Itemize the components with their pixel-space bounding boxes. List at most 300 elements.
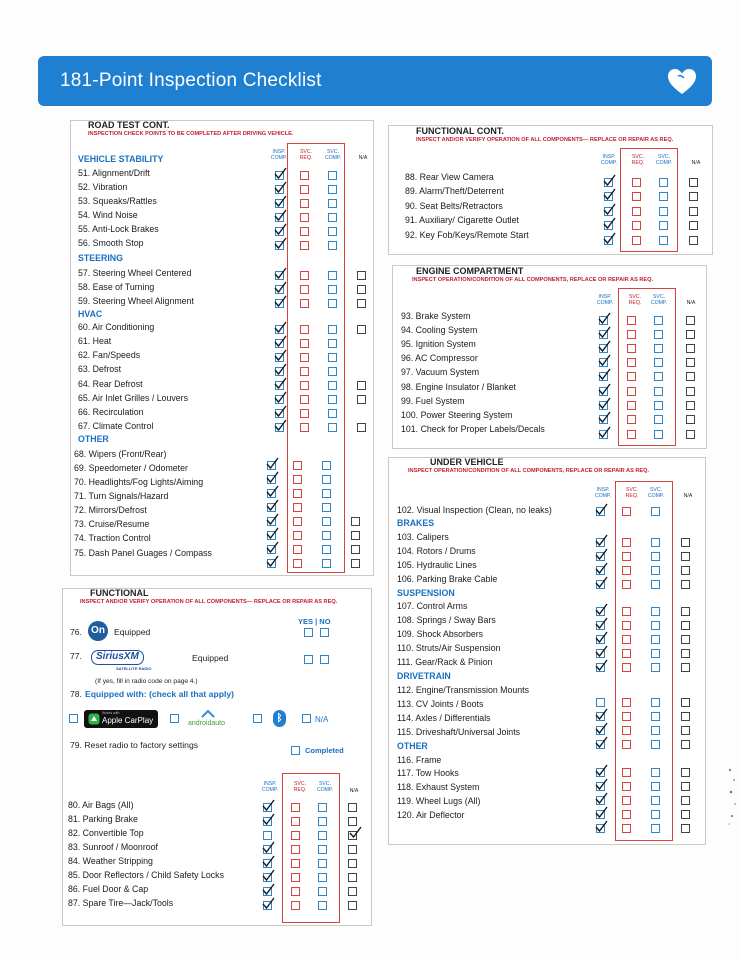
item-label: 101. Check for Proper Labels/Decals [401,424,545,434]
svc-req-checkbox[interactable] [627,344,636,353]
svc-comp-checkbox[interactable] [328,285,337,294]
checkmark-icon [274,295,287,308]
svc-comp-checkbox[interactable] [654,430,663,439]
svc-req-checkbox[interactable] [627,358,636,367]
svc-req-checkbox[interactable] [622,538,631,547]
checkmark-icon [598,354,611,367]
checkmark-icon [274,363,287,376]
col-insp: INSP. COMP. [261,781,279,793]
svc-comp-checkbox[interactable] [651,796,660,805]
col-svc-comp: SVC. COMP. [655,154,673,166]
svc-comp-checkbox[interactable] [651,824,660,833]
item-label: 112. Engine/Transmission Mounts [397,685,530,695]
checkmark-icon [598,383,611,396]
svc-req-checkbox[interactable] [627,372,636,381]
svc-comp-checkbox[interactable] [322,531,331,540]
checkmark-icon [595,820,608,833]
checkmark-icon [598,397,611,410]
svc-req-checkbox[interactable] [291,831,300,840]
na-checkbox[interactable] [681,635,690,644]
na-checkbox[interactable] [357,325,366,334]
svc-comp-checkbox[interactable] [654,344,663,353]
svc-comp-checkbox[interactable] [651,552,660,561]
svc-comp-checkbox[interactable] [328,241,337,250]
category-label: SUSPENSION [397,588,455,598]
svc-req-checkbox[interactable] [300,241,309,250]
svc-req-checkbox[interactable] [300,227,309,236]
svc-comp-checkbox[interactable] [328,339,337,348]
item-label: 82. Convertible Top [68,828,144,838]
sirius-yes-checkbox[interactable] [304,655,313,664]
na-checkbox[interactable] [686,387,695,396]
svc-comp-checkbox[interactable] [322,517,331,526]
svc-comp-checkbox[interactable] [659,178,668,187]
na-checkbox[interactable] [681,740,690,749]
onstar-no-checkbox[interactable] [320,628,329,637]
svc-req-checkbox[interactable] [622,635,631,644]
category-label: VEHICLE STABILITY [78,154,164,164]
svc-comp-checkbox[interactable] [328,423,337,432]
svc-req-checkbox[interactable] [291,817,300,826]
svc-comp-checkbox[interactable] [328,271,337,280]
na-checkbox[interactable] [689,221,698,230]
category-label: BRAKES [397,518,435,528]
svc-req-checkbox[interactable] [300,325,309,334]
svc-comp-checkbox[interactable] [654,358,663,367]
svc-req-checkbox[interactable] [300,353,309,362]
item-label: 80. Air Bags (All) [68,800,134,810]
col-svc-comp: SVC. COMP. [647,487,665,499]
svc-req-checkbox[interactable] [300,367,309,376]
svc-req-checkbox[interactable] [622,649,631,658]
under-vehicle-subtitle: INSPECT OPERATION/CONDITION OF ALL COMPONENTS, REPLACE OR REPAIR AS REQ. [408,468,650,474]
svc-comp-checkbox[interactable] [651,649,660,658]
item-label: 66. Recirculation [78,407,144,417]
svc-comp-checkbox[interactable] [318,887,327,896]
svc-req-checkbox[interactable] [622,566,631,575]
svc-comp-checkbox[interactable] [651,607,660,616]
svc-comp-checkbox[interactable] [651,635,660,644]
svc-req-checkbox[interactable] [300,185,309,194]
na-checkbox[interactable] [681,607,690,616]
item-label: 62. Fan/Speeds [78,350,141,360]
col-na: N/A [358,155,368,161]
na-checkbox[interactable] [681,538,690,547]
svc-req-checkbox[interactable] [300,381,309,390]
na-checkbox[interactable] [348,803,357,812]
svc-comp-checkbox[interactable] [328,185,337,194]
svc-req-checkbox[interactable] [622,621,631,630]
completed-label: Completed [305,746,344,755]
checkmark-icon [598,411,611,424]
svc-req-checkbox[interactable] [622,796,631,805]
item-label: 71. Turn Signals/Hazard [74,491,169,501]
item-label: 60. Air Conditioning [78,322,155,332]
checkmark-icon [274,209,287,222]
svc-comp-checkbox[interactable] [651,726,660,735]
svc-comp-checkbox[interactable] [322,475,331,484]
svc-req-checkbox[interactable] [293,559,302,568]
carplay-checkbox[interactable] [69,714,78,723]
svc-comp-checkbox[interactable] [651,663,660,672]
svc-req-checkbox[interactable] [293,517,302,526]
svc-req-checkbox[interactable] [627,316,636,325]
svc-comp-checkbox[interactable] [322,503,331,512]
svc-req-checkbox[interactable] [632,207,641,216]
svc-comp-checkbox[interactable] [659,236,668,245]
na-checkbox[interactable] [686,330,695,339]
svc-req-checkbox[interactable] [291,873,300,882]
na-checkbox[interactable] [351,559,360,568]
insp-comp-checkbox[interactable] [263,831,272,840]
svc-req-checkbox[interactable] [622,607,631,616]
svc-req-checkbox[interactable] [632,221,641,230]
checkmark-icon [349,826,362,839]
road-test-title: ROAD TEST CONT. [88,120,170,130]
na-checkbox[interactable] [681,580,690,589]
svc-req-checkbox[interactable] [627,430,636,439]
na-checkbox[interactable] [357,423,366,432]
svc-comp-checkbox[interactable] [651,768,660,777]
android-auto-label: androidauto [188,720,225,727]
na-checkbox[interactable] [681,566,690,575]
na-checkbox[interactable] [357,285,366,294]
svc-comp-checkbox[interactable] [654,316,663,325]
svc-comp-checkbox[interactable] [651,782,660,791]
checkmark-icon [598,312,611,325]
na-checkbox[interactable] [351,545,360,554]
item-label: 119. Wheel Lugs (All) [397,796,481,806]
na-checkbox[interactable] [348,859,357,868]
svc-req-checkbox[interactable] [627,387,636,396]
svc-comp-checkbox[interactable] [328,367,337,376]
svc-req-checkbox[interactable] [622,740,631,749]
na-checkbox[interactable] [351,517,360,526]
na-checkbox[interactable] [686,401,695,410]
na-checkbox[interactable] [681,552,690,561]
na-checkbox[interactable] [681,796,690,805]
na-checkbox[interactable] [681,810,690,819]
checkmark-icon [274,223,287,236]
na-checkbox[interactable] [689,178,698,187]
checkmark-icon [274,267,287,280]
svc-comp-checkbox[interactable] [659,207,668,216]
checkmark-icon [274,195,287,208]
na-checkbox[interactable] [681,824,690,833]
svc-comp-checkbox[interactable] [654,372,663,381]
na-checkbox[interactable] [348,887,357,896]
onstar-yes-checkbox[interactable] [304,628,313,637]
na-checkbox[interactable] [681,782,690,791]
item-label: 99. Fuel System [401,396,465,406]
item-label: 102. Visual Inspection (Clean, no leaks) [397,505,552,515]
col-na: N/A [349,788,359,794]
yes-no-header: YES | NO [298,617,331,626]
col-na: N/A [686,300,696,306]
item-label: 93. Brake System [401,311,471,321]
checkmark-icon [595,548,608,561]
svc-req-checkbox[interactable] [622,824,631,833]
category-label: STEERING [78,253,123,263]
checkmark-icon [274,405,287,418]
na-checkbox[interactable] [686,415,695,424]
na-checkbox[interactable] [681,649,690,658]
svc-req-checkbox[interactable] [293,489,302,498]
svc-comp-checkbox[interactable] [328,381,337,390]
android-auto-checkbox[interactable] [170,714,179,723]
na-checkbox[interactable] [686,372,695,381]
svc-req-checkbox[interactable] [622,698,631,707]
checkmark-icon [274,349,287,362]
svc-req-checkbox[interactable] [300,271,309,280]
item-label: 85. Door Reflectors / Child Safety Locks [68,870,224,880]
item-label: 63. Defrost [78,364,122,374]
na-checkbox[interactable] [351,531,360,540]
col-na: N/A [691,160,701,166]
item-label: 117. Tow Hooks [397,768,459,778]
na-option-checkbox[interactable] [302,714,311,723]
checkmark-icon [274,321,287,334]
svc-comp-checkbox[interactable] [651,810,660,819]
na-checkbox[interactable] [681,621,690,630]
checkmark-icon [598,326,611,339]
svc-comp-checkbox[interactable] [328,199,337,208]
na-checkbox[interactable] [689,207,698,216]
sirius-note: (If yes, fill in radio code on page 4.) [95,678,198,685]
svc-req-checkbox[interactable] [627,401,636,410]
svc-comp-checkbox[interactable] [328,353,337,362]
svc-comp-checkbox[interactable] [651,538,660,547]
item-label: 108. Springs / Sway Bars [397,615,496,625]
svc-comp-checkbox[interactable] [322,559,331,568]
svc-comp-checkbox[interactable] [654,330,663,339]
checkmark-icon [274,391,287,404]
item-label: 70. Headlights/Fog Lights/Aiming [74,477,204,487]
checkmark-icon [603,174,616,187]
item-label: 91. Auxiliary/ Cigarette Outlet [405,215,519,225]
under-vehicle-title: UNDER VEHICLE [430,457,504,467]
sirius-no-checkbox[interactable] [320,655,329,664]
checkmark-icon [266,513,279,526]
svc-req-checkbox[interactable] [622,712,631,721]
svc-req-checkbox[interactable] [300,213,309,222]
checkmark-icon [598,426,611,439]
col-svc-req: SVC. REQ. [299,149,313,161]
svc-req-checkbox[interactable] [293,475,302,484]
item-label: 107. Control Arms [397,601,468,611]
item-label: 98. Engine Insulator / Blanket [401,382,516,392]
col-insp: INSP. COMP. [270,149,288,161]
functional-subtitle: INSPECT AND/OR VERIFY OPERATION OF ALL COMPONENTS— REPLACE OR REPAIR AS REQ. [80,599,338,605]
na-checkbox[interactable] [686,316,695,325]
na-checkbox[interactable] [681,712,690,721]
equipped-number: 78. [70,689,82,699]
item-label: 105. Hydraulic Lines [397,560,477,570]
item-label: 106. Parking Brake Cable [397,574,498,584]
svc-req-checkbox[interactable] [622,726,631,735]
svc-req-checkbox[interactable] [300,409,309,418]
svc-comp-checkbox[interactable] [318,901,327,910]
col-insp: INSP. COMP. [596,294,614,306]
svc-comp-checkbox[interactable] [322,489,331,498]
svc-req-checkbox[interactable] [627,415,636,424]
na-checkbox[interactable] [681,726,690,735]
checkmark-icon [262,869,275,882]
svc-req-checkbox[interactable] [632,192,641,201]
na-checkbox[interactable] [348,873,357,882]
col-svc-comp: SVC. COMP. [316,781,334,793]
header-banner [38,56,712,106]
checkmark-icon [595,736,608,749]
item-label: 109. Shock Absorbers [397,629,484,639]
svc-req-checkbox[interactable] [300,199,309,208]
svc-req-checkbox[interactable] [300,171,309,180]
svc-req-checkbox[interactable] [632,236,641,245]
sirius-number: 77. [70,651,82,661]
item-label: 64. Rear Defrost [78,379,143,389]
svc-req-checkbox[interactable] [293,503,302,512]
svc-comp-checkbox[interactable] [651,507,660,516]
checkmark-icon [595,503,608,516]
svc-comp-checkbox[interactable] [318,873,327,882]
svc-req-checkbox[interactable] [622,507,631,516]
checkmark-icon [262,883,275,896]
checkmark-icon [266,527,279,540]
na-checkbox[interactable] [686,358,695,367]
engine-title: ENGINE COMPARTMENT [416,266,524,276]
carplay-label: Apple CarPlay [102,716,154,725]
svc-req-checkbox[interactable] [291,887,300,896]
col-svc-req: SVC. REQ. [625,487,639,499]
na-checkbox[interactable] [681,698,690,707]
svc-req-checkbox[interactable] [627,330,636,339]
na-checkbox[interactable] [357,395,366,404]
svc-req-checkbox[interactable] [293,461,302,470]
svc-comp-checkbox[interactable] [318,859,327,868]
svc-comp-checkbox[interactable] [328,213,337,222]
svc-comp-checkbox[interactable] [328,409,337,418]
svc-req-checkbox[interactable] [291,901,300,910]
svc-req-checkbox[interactable] [291,859,300,868]
svc-comp-checkbox[interactable] [322,461,331,470]
na-checkbox[interactable] [689,192,698,201]
col-insp: INSP. COMP. [594,487,612,499]
svc-comp-checkbox[interactable] [651,698,660,707]
col-svc-comp: SVC. COMP. [324,149,342,161]
item-label: 92. Key Fob/Keys/Remote Start [405,230,529,240]
item-label: 120. Air Deflector [397,810,465,820]
svc-comp-checkbox[interactable] [328,227,337,236]
svc-req-checkbox[interactable] [632,178,641,187]
na-checkbox[interactable] [357,271,366,280]
item-label: 75. Dash Panel Guages / Compass [74,548,212,558]
na-checkbox[interactable] [348,901,357,910]
svc-comp-checkbox[interactable] [654,415,663,424]
svc-comp-checkbox[interactable] [328,171,337,180]
na-checkbox[interactable] [357,299,366,308]
bluetooth-checkbox[interactable] [253,714,262,723]
reset-completed-checkbox[interactable] [291,746,300,755]
na-checkbox[interactable] [348,845,357,854]
svc-req-checkbox[interactable] [622,782,631,791]
svc-req-checkbox[interactable] [291,845,300,854]
carplay-tag: Works with [102,711,120,715]
col-svc-req: SVC. REQ. [293,781,307,793]
na-checkbox[interactable] [686,344,695,353]
svc-comp-checkbox[interactable] [318,817,327,826]
na-checkbox[interactable] [348,817,357,826]
svc-comp-checkbox[interactable] [651,580,660,589]
svc-req-checkbox[interactable] [293,531,302,540]
na-checkbox[interactable] [681,768,690,777]
insp-comp-checkbox[interactable] [596,698,605,707]
svc-req-checkbox[interactable] [300,339,309,348]
reset-radio-label: 79. Reset radio to factory settings [70,740,199,750]
na-checkbox[interactable] [681,663,690,672]
svc-comp-checkbox[interactable] [328,395,337,404]
svc-comp-checkbox[interactable] [651,740,660,749]
svc-comp-checkbox[interactable] [318,803,327,812]
item-label: 53. Squeaks/Rattles [78,196,157,206]
svc-req-checkbox[interactable] [300,285,309,294]
svc-req-checkbox[interactable] [622,580,631,589]
svc-req-checkbox[interactable] [622,552,631,561]
carplay-icon [88,713,100,725]
svc-comp-checkbox[interactable] [322,545,331,554]
col-svc-req: SVC. REQ. [628,294,642,306]
na-checkbox[interactable] [689,236,698,245]
svc-comp-checkbox[interactable] [328,299,337,308]
svc-req-checkbox[interactable] [300,299,309,308]
checkmark-icon [595,659,608,672]
checkmark-icon [266,499,279,512]
onstar-equipped-label: Equipped [114,627,151,637]
svc-req-checkbox[interactable] [622,810,631,819]
item-label: 55. Anti-Lock Brakes [78,224,159,234]
svc-comp-checkbox[interactable] [318,831,327,840]
checkmark-icon [266,471,279,484]
functional-title: FUNCTIONAL [90,588,149,598]
svc-comp-checkbox[interactable] [651,566,660,575]
svc-comp-checkbox[interactable] [328,325,337,334]
svc-comp-checkbox[interactable] [659,192,668,201]
na-checkbox[interactable] [357,381,366,390]
svc-comp-checkbox[interactable] [654,387,663,396]
svc-req-checkbox[interactable] [293,545,302,554]
item-label: 57. Steering Wheel Centered [78,268,192,278]
item-label: 104. Rotors / Drums [397,546,476,556]
svc-req-checkbox[interactable] [300,395,309,404]
svc-req-checkbox[interactable] [291,803,300,812]
svc-req-checkbox[interactable] [622,663,631,672]
checkmark-icon [595,534,608,547]
na-checkbox[interactable] [686,430,695,439]
svc-comp-checkbox[interactable] [651,712,660,721]
checkmark-icon [274,281,287,294]
svc-req-checkbox[interactable] [300,423,309,432]
item-label: 87. Spare Tire—Jack/Tools [68,898,174,908]
svc-req-checkbox[interactable] [622,768,631,777]
svc-comp-checkbox[interactable] [651,621,660,630]
equipped-with-label: Equipped with: (check all that apply) [85,689,234,699]
svc-comp-checkbox[interactable] [318,845,327,854]
item-label: 67. Climate Control [78,421,154,431]
svc-comp-checkbox[interactable] [654,401,663,410]
item-label: 100. Power Steering System [401,410,513,420]
checkmark-icon [274,419,287,432]
svc-comp-checkbox[interactable] [659,221,668,230]
checkmark-icon [595,708,608,721]
